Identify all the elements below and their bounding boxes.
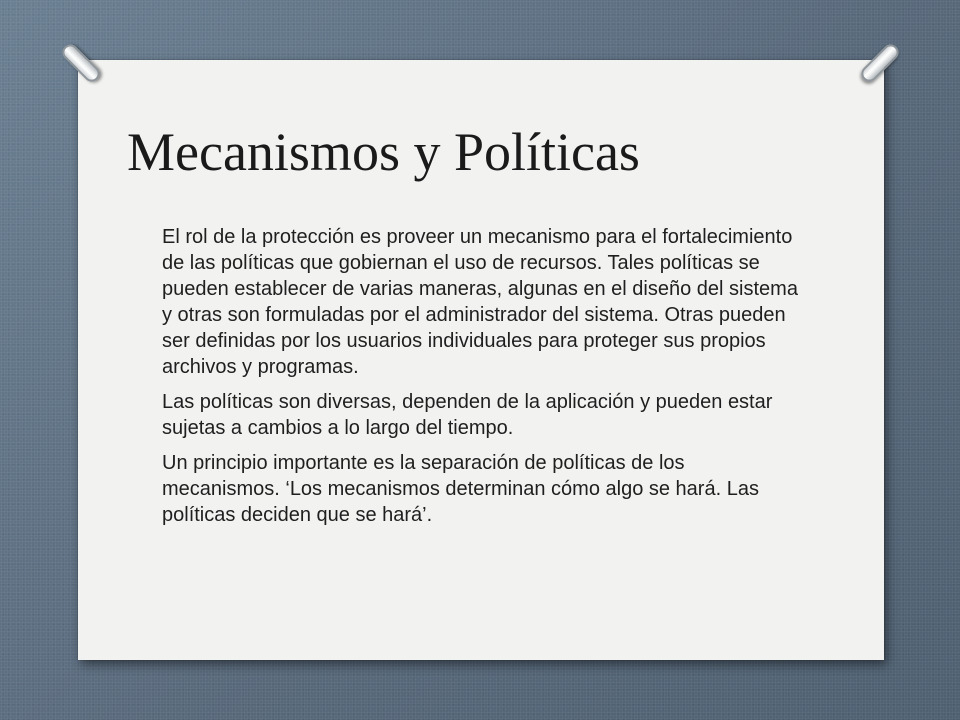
body-text-list [162, 224, 802, 537]
paragraph-policies-diverse: Las políticas son diversas, dependen de la aplicación y pueden estar sujetas a cambios a lo largo del tiempo. [162, 391, 773, 439]
slide-title: Mecanismos y Políticas [127, 122, 640, 182]
paragraph-separation-principle: Un principio importante es la separación de políticas de los mecanismos. ‘Los mecanismos determinan cómo algo se hará. Las políticas deciden que se hará’. [162, 452, 759, 526]
paragraph-protection-role: El rol de la protección es proveer un mecanismo para el fortalecimiento de las políticas que gobiernan el uso de recursos. Tales políticas se pueden establecer de varias maneras, algunas en el diseño del sistema y otras son formuladas por el administrador del sistema. Otras pueden ser definidas por los usuarios individuales para proteger sus propios archivos y programas. [162, 226, 798, 378]
